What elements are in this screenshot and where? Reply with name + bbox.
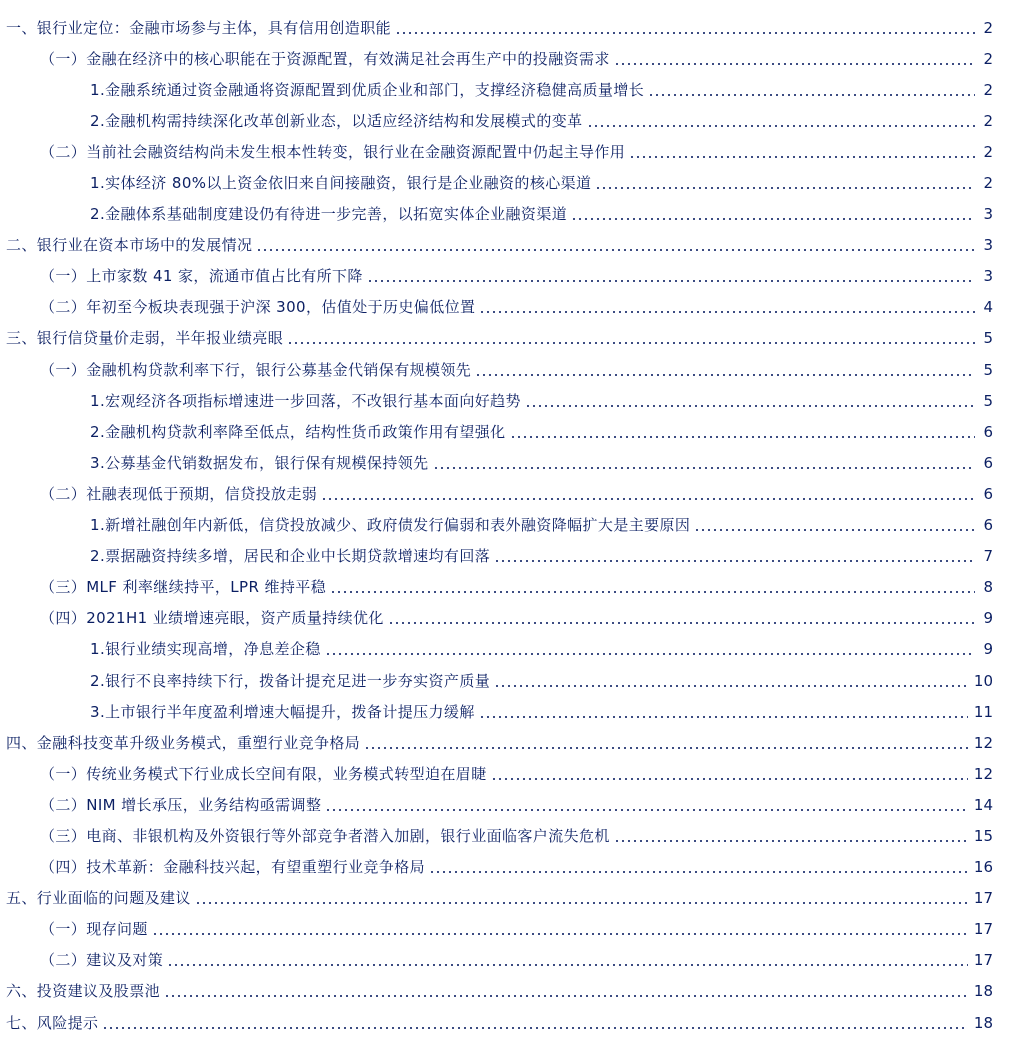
dot-leader: [395, 32, 975, 34]
toc-entry-title: 五、行业面临的问题及建议: [6, 889, 191, 908]
toc-entry-title: 1.实体经济 80%以上资金依旧来自间接融资，银行是企业融资的核心渠道: [90, 174, 592, 193]
toc-entry-title: （一）金融在经济中的核心职能在于资源配置，有效满足社会再生产中的投融资需求: [40, 49, 610, 68]
toc-page-number: 3: [983, 236, 993, 255]
toc-entry[interactable]: [0, 976, 1019, 1007]
dot-leader: [571, 218, 975, 220]
toc-page-number: 5: [983, 329, 993, 348]
toc-entry-title: （一）上市家数 41 家，流通市值占比有所下降: [40, 267, 363, 286]
table-of-contents: [0, 12, 1019, 1038]
toc-entry[interactable]: [0, 852, 1019, 883]
toc-entry[interactable]: [0, 447, 1019, 478]
toc-entry-title: 一、银行业定位：金融市场参与主体，具有信用创造职能: [6, 18, 392, 37]
toc-entry[interactable]: [0, 354, 1019, 385]
toc-page-number: 2: [983, 142, 993, 161]
toc-entry-title: （一）现存问题: [40, 920, 148, 939]
toc-entry[interactable]: [0, 323, 1019, 354]
toc-entry-title: （一）金融机构贷款利率下行，银行公募基金代销保有规模领先: [40, 360, 472, 379]
toc-entry[interactable]: [0, 416, 1019, 447]
toc-entry-title: （一）传统业务模式下行业成长空间有限，业务模式转型迫在眉睫: [40, 764, 487, 783]
toc-page-number: 6: [983, 422, 993, 441]
toc-entry[interactable]: [0, 43, 1019, 74]
toc-page-number: 15: [973, 826, 993, 845]
toc-entry[interactable]: [0, 696, 1019, 727]
dot-leader: [256, 249, 975, 251]
toc-entry[interactable]: [0, 603, 1019, 634]
dot-leader: [367, 280, 975, 282]
dot-leader: [629, 156, 975, 158]
toc-entry[interactable]: [0, 572, 1019, 603]
toc-page-number: 2: [983, 80, 993, 99]
dot-leader: [321, 498, 975, 500]
dot-leader: [479, 716, 968, 718]
toc-page-number: 6: [983, 484, 993, 503]
dot-leader: [164, 995, 968, 997]
toc-entry-title: （二）当前社会融资结构尚未发生根本性转变，银行业在金融资源配置中仍起主导作用: [40, 142, 626, 161]
toc-entry[interactable]: [0, 478, 1019, 509]
toc-entry-title: （二）NIM 增长承压，业务结构亟需调整: [40, 795, 322, 814]
toc-entry-title: 2.金融机构贷款利率降至低点，结构性货币政策作用有望强化: [90, 422, 506, 441]
toc-page-number: 3: [983, 267, 993, 286]
toc-page-number: 2: [983, 174, 993, 193]
toc-page-number: 17: [973, 889, 993, 908]
toc-entry[interactable]: [0, 230, 1019, 261]
toc-entry-title: 2.银行不良率持续下行，拨备计提充足进一步夯实资产质量: [90, 671, 491, 690]
toc-entry-title: 1.银行业绩实现高增，净息差企稳: [90, 640, 321, 659]
toc-page-number: 6: [983, 453, 993, 472]
toc-entry-title: 2.金融机构需持续深化改革创新业态，以适应经济结构和发展模式的变革: [90, 111, 583, 130]
toc-page-number: 18: [973, 1013, 993, 1032]
dot-leader: [287, 342, 975, 344]
toc-entry[interactable]: [0, 292, 1019, 323]
dot-leader: [525, 405, 975, 407]
dot-leader: [364, 747, 968, 749]
toc-entry-title: 七、风险提示: [6, 1013, 99, 1032]
toc-entry[interactable]: [0, 541, 1019, 572]
toc-entry[interactable]: [0, 883, 1019, 914]
dot-leader: [433, 467, 975, 469]
toc-entry[interactable]: [0, 727, 1019, 758]
toc-page-number: 2: [983, 111, 993, 130]
toc-entry-title: 二、银行业在资本市场中的发展情况: [6, 236, 253, 255]
dot-leader: [614, 63, 975, 65]
dot-leader: [510, 436, 975, 438]
toc-page-number: 17: [973, 951, 993, 970]
toc-entry[interactable]: [0, 665, 1019, 696]
toc-entry-title: （四）技术革新：金融科技兴起，有望重塑行业竞争格局: [40, 858, 426, 877]
toc-entry-title: （二）建议及对策: [40, 951, 164, 970]
toc-entry-title: 四、金融科技变革升级业务模式，重塑行业竞争格局: [6, 733, 361, 752]
toc-page-number: 12: [973, 733, 993, 752]
dot-leader: [595, 187, 975, 189]
toc-page-number: 6: [983, 516, 993, 535]
toc-entry[interactable]: [0, 758, 1019, 789]
toc-page-number: 18: [973, 982, 993, 1001]
dot-leader: [614, 840, 968, 842]
toc-entry-title: 3.上市银行半年度盈利增速大幅提升，拨备计提压力缓解: [90, 702, 475, 721]
toc-entry-title: （三）电商、非银机构及外资银行等外部竞争者潜入加剧，银行业面临客户流失危机: [40, 826, 610, 845]
toc-entry[interactable]: [0, 634, 1019, 665]
toc-entry-title: 2.票据融资持续多增，居民和企业中长期贷款增速均有回落: [90, 547, 491, 566]
toc-entry[interactable]: [0, 199, 1019, 230]
toc-page-number: 5: [983, 391, 993, 410]
dot-leader: [388, 622, 975, 624]
toc-entry[interactable]: [0, 789, 1019, 820]
toc-entry-title: （四）2021H1 业绩增速亮眼，资产质量持续优化: [40, 609, 384, 628]
dot-leader: [479, 311, 975, 313]
toc-page-number: 8: [983, 578, 993, 597]
dot-leader: [330, 591, 975, 593]
dot-leader: [494, 560, 975, 562]
toc-page-number: 14: [973, 795, 993, 814]
toc-page-number: 17: [973, 920, 993, 939]
toc-entry[interactable]: [0, 167, 1019, 198]
toc-entry-title: 1.宏观经济各项指标增速进一步回落，不改银行基本面向好趋势: [90, 391, 521, 410]
toc-entry-title: 三、银行信贷量价走弱，半年报业绩亮眼: [6, 329, 284, 348]
dot-leader: [152, 933, 968, 935]
toc-entry[interactable]: [0, 74, 1019, 105]
toc-page-number: 7: [983, 547, 993, 566]
toc-entry-title: 2.金融体系基础制度建设仍有待进一步完善，以拓宽实体企业融资渠道: [90, 205, 568, 224]
toc-page-number: 9: [983, 640, 993, 659]
toc-entry[interactable]: [0, 385, 1019, 416]
toc-entry-title: （二）社融表现低于预期，信贷投放走弱: [40, 484, 318, 503]
toc-entry[interactable]: [0, 914, 1019, 945]
dot-leader: [102, 1027, 968, 1029]
dot-leader: [648, 94, 975, 96]
dot-leader: [325, 653, 975, 655]
dot-leader: [325, 809, 968, 811]
toc-entry[interactable]: [0, 261, 1019, 292]
toc-page-number: 10: [973, 671, 993, 690]
toc-page-number: 12: [973, 764, 993, 783]
toc-entry[interactable]: [0, 105, 1019, 136]
toc-entry-title: 3.公募基金代销数据发布，银行保有规模保持领先: [90, 453, 429, 472]
dot-leader: [494, 685, 968, 687]
toc-entry-title: 1.金融系统通过资金融通将资源配置到优质企业和部门，支撑经济稳健高质量增长: [90, 80, 645, 99]
toc-page-number: 2: [983, 49, 993, 68]
toc-page-number: 5: [983, 360, 993, 379]
toc-page-number: 3: [983, 205, 993, 224]
toc-entry[interactable]: [0, 136, 1019, 167]
toc-entry-title: （二）年初至今板块表现强于沪深 300，估值处于历史偏低位置: [40, 298, 476, 317]
toc-entry[interactable]: [0, 945, 1019, 976]
toc-entry-title: 1.新增社融创年内新低，信贷投放减少、政府债发行偏弱和表外融资降幅扩大是主要原因: [90, 516, 691, 535]
toc-entry-title: 六、投资建议及股票池: [6, 982, 161, 1001]
toc-entry[interactable]: [0, 1007, 1019, 1038]
dot-leader: [475, 374, 975, 376]
toc-entry[interactable]: [0, 510, 1019, 541]
dot-leader: [167, 964, 968, 966]
dot-leader: [694, 529, 975, 531]
toc-entry-title: （三）MLF 利率继续持平，LPR 维持平稳: [40, 578, 327, 597]
dot-leader: [491, 778, 968, 780]
toc-entry[interactable]: [0, 820, 1019, 851]
toc-entry[interactable]: [0, 12, 1019, 43]
dot-leader: [195, 902, 968, 904]
toc-page-number: 2: [983, 18, 993, 37]
dot-leader: [587, 125, 975, 127]
toc-page-number: 4: [983, 298, 993, 317]
toc-page-number: 11: [973, 702, 993, 721]
toc-page-number: 16: [973, 858, 993, 877]
dot-leader: [429, 871, 968, 873]
toc-page-number: 9: [983, 609, 993, 628]
